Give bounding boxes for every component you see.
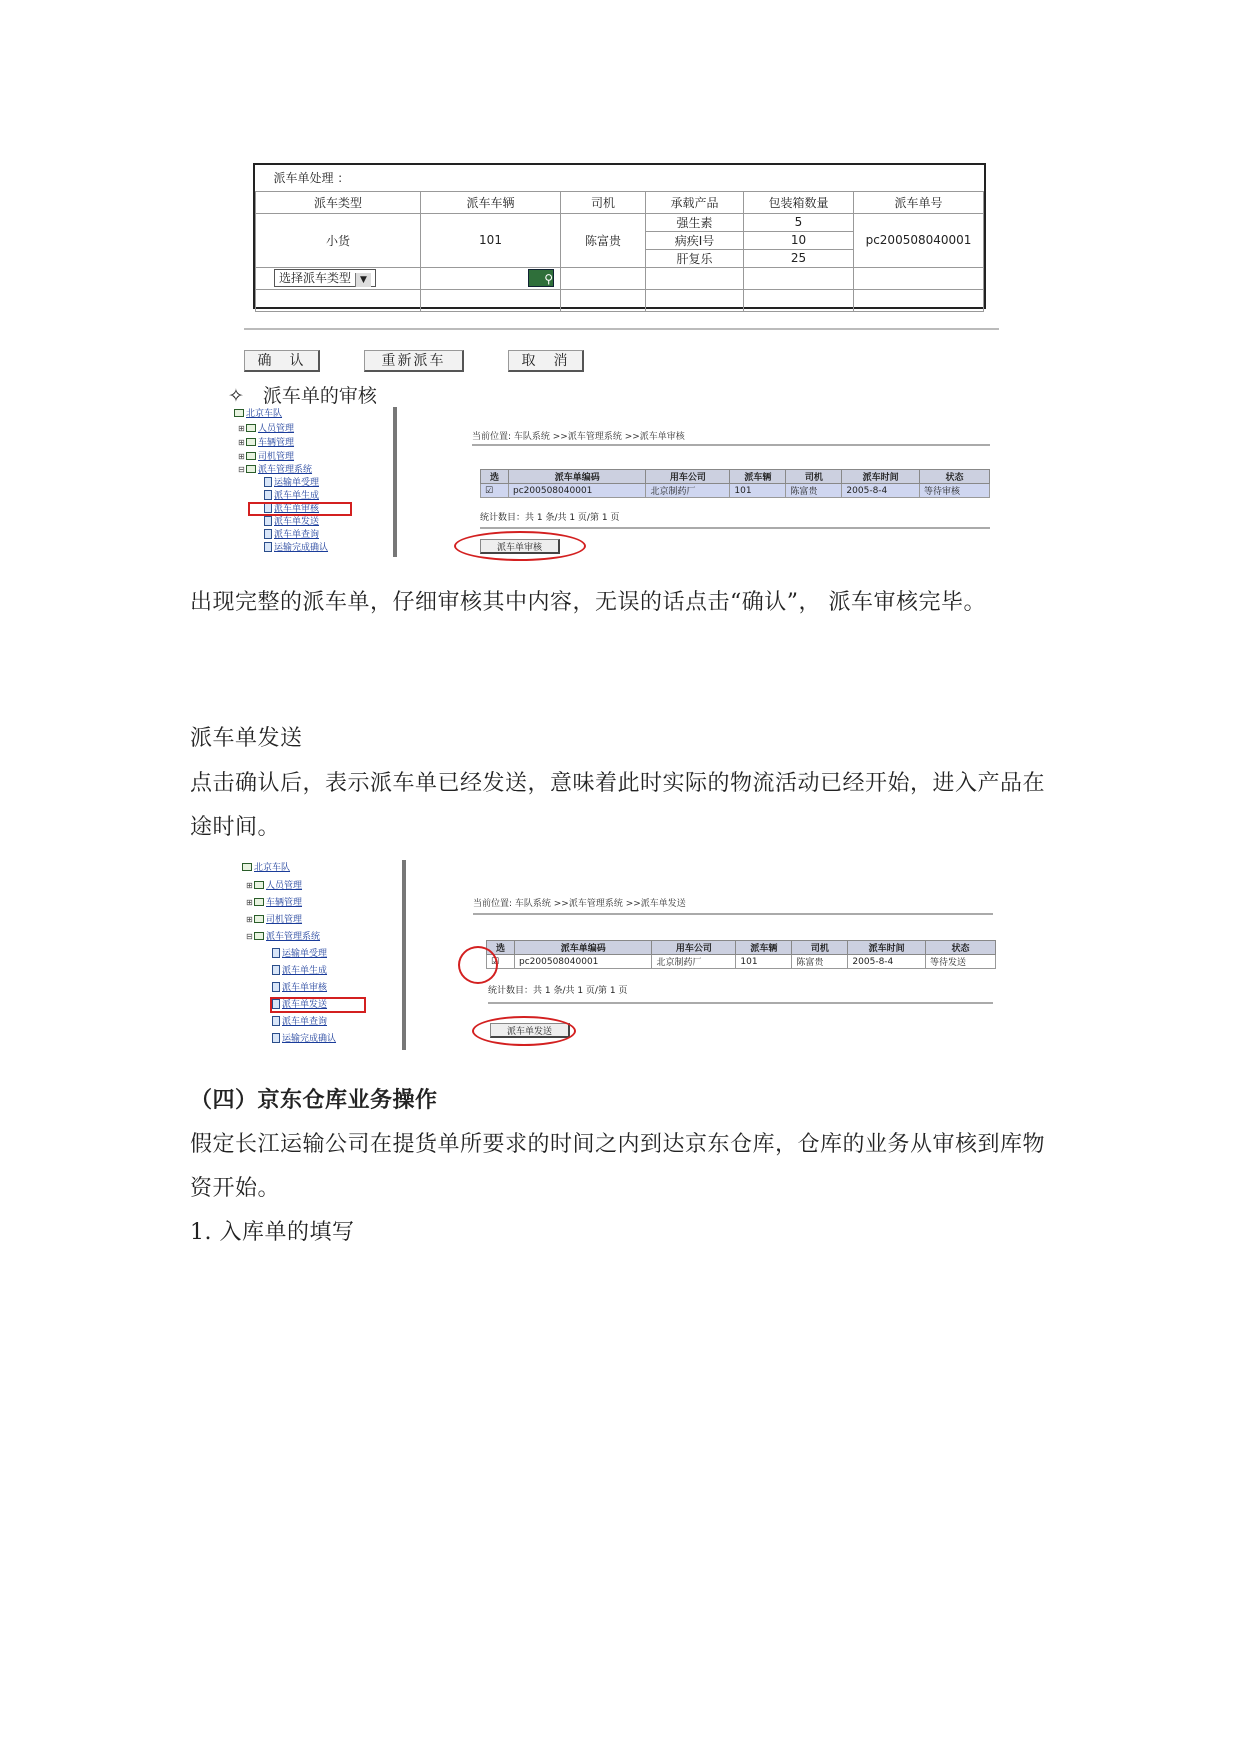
- tree-folder[interactable]: ⊟ 派车管理系统: [246, 932, 321, 942]
- tree-item[interactable]: 运输单受理: [264, 477, 319, 489]
- redispatch-button[interactable]: 重新派车: [364, 350, 464, 372]
- section-title-send: 派车单发送: [190, 726, 303, 751]
- paragraph-warehouse: 假定长江运输公司在提货单所要求的时间之内到达京东仓库，仓库的业务从审核到库物资开始。: [190, 1132, 1046, 1201]
- review-screenshot: [232, 407, 999, 557]
- review-heading: ✧ 派车单的审核: [228, 385, 377, 407]
- document-icon: [264, 542, 272, 552]
- table-cell: 陈富贵: [792, 955, 848, 969]
- highlight-ellipse: [454, 531, 586, 561]
- tree-folder[interactable]: ⊞ 司机管理: [246, 915, 303, 925]
- tree-root[interactable]: 北京车队: [242, 863, 290, 874]
- column-header: 派车单编码: [509, 470, 646, 484]
- chevron-down-icon[interactable]: ▼: [355, 273, 371, 287]
- highlight-box: [248, 502, 352, 516]
- column-header: 司机: [792, 941, 848, 955]
- tree-item[interactable]: 派车单生成: [264, 490, 319, 502]
- highlight-box: [270, 997, 366, 1013]
- highlight-ellipse: [472, 1016, 576, 1046]
- dispatch-form-title: 派车单处理 ：: [256, 165, 984, 191]
- empty-cell: [854, 267, 984, 289]
- cell-vehicle: 101: [421, 213, 561, 267]
- cell-driver: 陈富贵: [561, 213, 646, 267]
- divider: [473, 913, 993, 915]
- tree-folder[interactable]: ⊞ 人员管理: [238, 424, 295, 434]
- column-header: 选: [481, 470, 509, 484]
- tree-item[interactable]: 派车单查询: [264, 529, 319, 541]
- table-cell: 2005-8-4: [842, 484, 920, 498]
- cell-quantity: 25: [744, 249, 854, 267]
- list-item-1: 1. 入库单的填写: [190, 1220, 355, 1245]
- document-icon: [264, 477, 272, 487]
- review-button[interactable]: 派车单审核: [480, 539, 560, 554]
- tree-folder[interactable]: ⊞ 司机管理: [238, 452, 295, 462]
- folder-icon: [246, 438, 256, 446]
- cell-type: 小货: [256, 213, 421, 267]
- tree-folder[interactable]: ⊞ 车辆管理: [246, 898, 303, 908]
- nav-tree: [232, 407, 397, 557]
- column-header: 派车时间: [842, 470, 920, 484]
- empty-cell: [421, 289, 561, 311]
- table-cell: pc200508040001: [515, 955, 652, 969]
- section-4-title: （四）京东仓库业务操作: [190, 1087, 438, 1113]
- document-icon: [272, 965, 280, 975]
- table-cell: 2005-8-4: [848, 955, 926, 969]
- send-screenshot: [240, 860, 1000, 1050]
- document-icon: [272, 1016, 280, 1026]
- nav-tree: [240, 860, 406, 1050]
- header-driver: 司机: [561, 191, 646, 213]
- header-quantity: 包装箱数量: [744, 191, 854, 213]
- header-vehicle: 派车车辆: [421, 191, 561, 213]
- search-cell: [421, 267, 561, 289]
- folder-icon: [254, 898, 264, 906]
- folder-open-icon: [254, 932, 264, 940]
- empty-cell: [646, 289, 744, 311]
- cell-product: 强生素: [646, 213, 744, 231]
- confirm-button[interactable]: 确 认: [244, 350, 320, 372]
- cell-product: 病疾Ⅰ号: [646, 231, 744, 249]
- folder-icon: [254, 881, 264, 889]
- tree-root[interactable]: 北京车队: [234, 409, 282, 420]
- table-cell: 北京制药厂: [652, 955, 736, 969]
- folder-open-icon: [246, 465, 256, 473]
- table-cell: pc200508040001: [509, 484, 646, 498]
- folder-icon: [242, 863, 252, 871]
- empty-cell: [646, 267, 744, 289]
- header-type: 派车类型: [256, 191, 421, 213]
- tree-item-selected[interactable]: 派车单审核: [264, 503, 319, 515]
- cancel-button[interactable]: 取 消: [508, 350, 584, 372]
- document-icon: [264, 490, 272, 500]
- table-cell: 北京制药厂: [646, 484, 730, 498]
- divider: [480, 527, 990, 529]
- stats-text: 统计数目：共 1 条/共 1 页/第 1 页: [488, 986, 628, 996]
- column-header: 用车公司: [652, 941, 736, 955]
- column-header: 派车时间: [848, 941, 926, 955]
- tree-folder[interactable]: ⊞ 人员管理: [246, 881, 303, 891]
- column-header: 状态: [919, 470, 989, 484]
- type-select-cell: [256, 267, 421, 289]
- divider: [472, 444, 990, 446]
- folder-icon: [234, 409, 244, 417]
- send-grid: [486, 940, 996, 969]
- column-header: 选: [487, 941, 515, 955]
- dispatch-type-select[interactable]: 选择派车类型 ▼: [274, 269, 376, 287]
- cell-quantity: 10: [744, 231, 854, 249]
- empty-cell: [561, 289, 646, 311]
- empty-cell: [256, 289, 421, 311]
- dispatch-form-panel: [253, 163, 986, 309]
- column-header: 派车辆: [736, 941, 792, 955]
- breadcrumb: 当前位置: 车队系统 >>派车管理系统 >>派车单发送: [473, 899, 686, 909]
- column-header: 状态: [925, 941, 995, 955]
- table-cell: 101: [736, 955, 792, 969]
- tree-item[interactable]: 派车单查询: [272, 1016, 327, 1028]
- table-cell: 等待发送: [925, 955, 995, 969]
- empty-cell: [561, 267, 646, 289]
- empty-cell: [854, 289, 984, 311]
- folder-icon: [246, 424, 256, 432]
- table-cell: 等待审核: [919, 484, 989, 498]
- row-checkbox[interactable]: ☑: [487, 955, 515, 969]
- row-checkbox[interactable]: ☑: [481, 484, 509, 498]
- send-button[interactable]: 派车单发送: [490, 1023, 570, 1038]
- column-header: 派车单编码: [515, 941, 652, 955]
- breadcrumb: 当前位置: 车队系统 >>派车管理系统 >>派车单审核: [472, 432, 685, 442]
- tree-item[interactable]: 派车单发送: [264, 516, 319, 528]
- tree-item-selected[interactable]: 派车单发送: [272, 999, 327, 1011]
- column-header: 用车公司: [646, 470, 730, 484]
- column-header: 派车辆: [730, 470, 786, 484]
- separator: [244, 328, 999, 330]
- header-order-no: 派车单号: [854, 191, 984, 213]
- paragraph-review-instruction: 出现完整的派车单，仔细审核其中内容，无误的话点击“确认”， 派车审核完毕。: [190, 590, 986, 615]
- document-icon: [264, 529, 272, 539]
- cell-product: 肝复乐: [646, 249, 744, 267]
- folder-icon: [254, 915, 264, 923]
- header-product: 承载产品: [646, 191, 744, 213]
- tree-item[interactable]: 运输完成确认: [264, 542, 328, 554]
- cell-order-no: pc200508040001: [854, 213, 984, 267]
- table-row[interactable]: [487, 955, 996, 969]
- highlight-ellipse: [458, 946, 498, 984]
- folder-icon: [246, 452, 256, 460]
- divider: [488, 1002, 993, 1004]
- document-icon: [272, 1033, 280, 1043]
- tree-item[interactable]: 运输完成确认: [272, 1033, 336, 1045]
- column-header: 司机: [786, 470, 842, 484]
- dispatch-form-table: [255, 165, 984, 312]
- table-row[interactable]: [481, 484, 990, 498]
- empty-cell: [744, 267, 854, 289]
- paragraph-send-instruction: 点击确认后，表示派车单已经发送，意味着此时实际的物流活动已经开始，进入产品在途时间。: [190, 771, 1046, 840]
- tree-item[interactable]: 运输单受理: [272, 948, 327, 960]
- document-icon: [272, 982, 280, 992]
- tree-item[interactable]: 派车单生成: [272, 965, 327, 977]
- document-icon: [264, 516, 272, 526]
- tree-folder[interactable]: ⊞ 车辆管理: [238, 438, 295, 448]
- review-grid: [480, 469, 990, 498]
- stats-text: 统计数目：共 1 条/共 1 页/第 1 页: [480, 513, 620, 523]
- cell-quantity: 5: [744, 213, 854, 231]
- search-icon[interactable]: ⚲: [528, 269, 554, 287]
- empty-cell: [744, 289, 854, 311]
- tree-item[interactable]: 派车单审核: [272, 982, 327, 994]
- table-cell: 101: [730, 484, 786, 498]
- table-cell: 陈富贵: [786, 484, 842, 498]
- tree-folder[interactable]: ⊟ 派车管理系统: [238, 465, 313, 475]
- document-icon: [272, 948, 280, 958]
